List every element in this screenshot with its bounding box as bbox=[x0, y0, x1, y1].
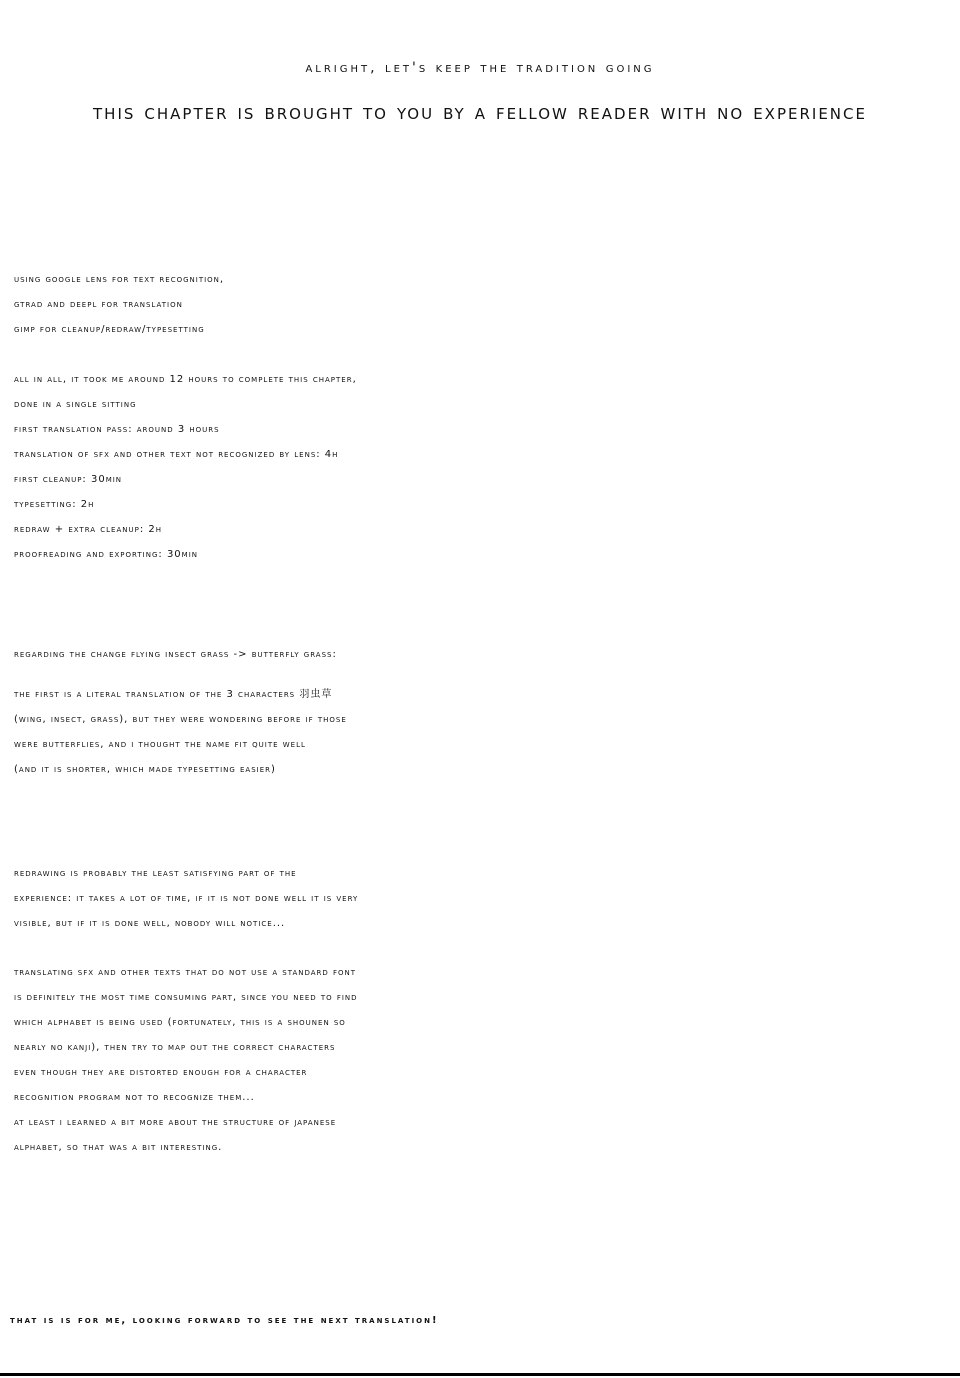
tools-line: gimp for cleanup/redraw/typesetting bbox=[14, 324, 205, 335]
naming-line: were butterflies, and i thought the name fit quite well bbox=[14, 739, 306, 750]
redraw-paragraph bbox=[14, 861, 946, 936]
timing-line: typesetting: 2h bbox=[14, 499, 95, 510]
sfx-line: at least i learned a bit more about the structure of japanese bbox=[14, 1117, 337, 1128]
page-title: alright, let's keep the tradition going bbox=[305, 60, 655, 76]
redraw-line: experience: it takes a lot of time, if it is not done well it is very bbox=[14, 893, 359, 904]
tools-line: using google lens for text recognition, bbox=[14, 274, 225, 285]
page-subtitle: this chapter is brought to you by a fellow reader with no experience bbox=[93, 100, 867, 125]
sfx-line: even though they are distorted enough for a character bbox=[14, 1067, 308, 1078]
timing-line: first translation pass: around 3 hours bbox=[14, 424, 220, 435]
redraw-line: redrawing is probably the least satisfying part of the bbox=[14, 868, 297, 879]
naming-line: (and it is shorter, which made typesetting easier) bbox=[14, 764, 276, 775]
closing-line: that is is for me, looking forward to see the next translation! bbox=[10, 1315, 439, 1326]
naming-heading-block bbox=[14, 642, 946, 667]
naming-paragraph bbox=[14, 682, 946, 782]
sfx-line: alphabet, so that was a bit interesting. bbox=[14, 1142, 223, 1153]
timing-line: all in all, it took me around 12 hours to complete this chapter, bbox=[14, 374, 357, 385]
sfx-line: nearly no kanji), then try to map out the correct characters bbox=[14, 1042, 336, 1053]
kanji-text: 羽虫草 bbox=[299, 689, 333, 700]
timing-line: redraw + extra cleanup: 2h bbox=[14, 524, 162, 535]
naming-line-text: the first is a literal translation of the 3 characters bbox=[14, 689, 296, 700]
timing-paragraph bbox=[14, 367, 946, 567]
timing-line: proofreading and exporting: 30min bbox=[14, 549, 199, 560]
timing-line: done in a single sitting bbox=[14, 399, 137, 410]
naming-heading: regarding the change flying insect grass -> butterfly grass: bbox=[14, 649, 337, 660]
sfx-line: which alphabet is being used (fortunately, this is a shounen so bbox=[14, 1017, 346, 1028]
bottom-divider bbox=[0, 1373, 960, 1376]
sfx-paragraph bbox=[14, 960, 946, 1160]
redraw-line: visible, but if it is done well, nobody will notice... bbox=[14, 918, 286, 929]
sfx-line: recognition program not to recognize them... bbox=[14, 1092, 255, 1103]
timing-line: translation of sfx and other text not recognized by lens: 4h bbox=[14, 449, 339, 460]
sfx-line: is definitely the most time consuming part, since you need to find bbox=[14, 992, 358, 1003]
tools-line: gtrad and deepl for translation bbox=[14, 299, 183, 310]
timing-line: first cleanup: 30min bbox=[14, 474, 123, 485]
tools-paragraph bbox=[14, 267, 946, 342]
naming-line: (wing, insect, grass), but they were wondering before if those bbox=[14, 714, 347, 725]
naming-line bbox=[14, 682, 946, 707]
sfx-line: translating sfx and other texts that do not use a standard font bbox=[14, 967, 357, 978]
